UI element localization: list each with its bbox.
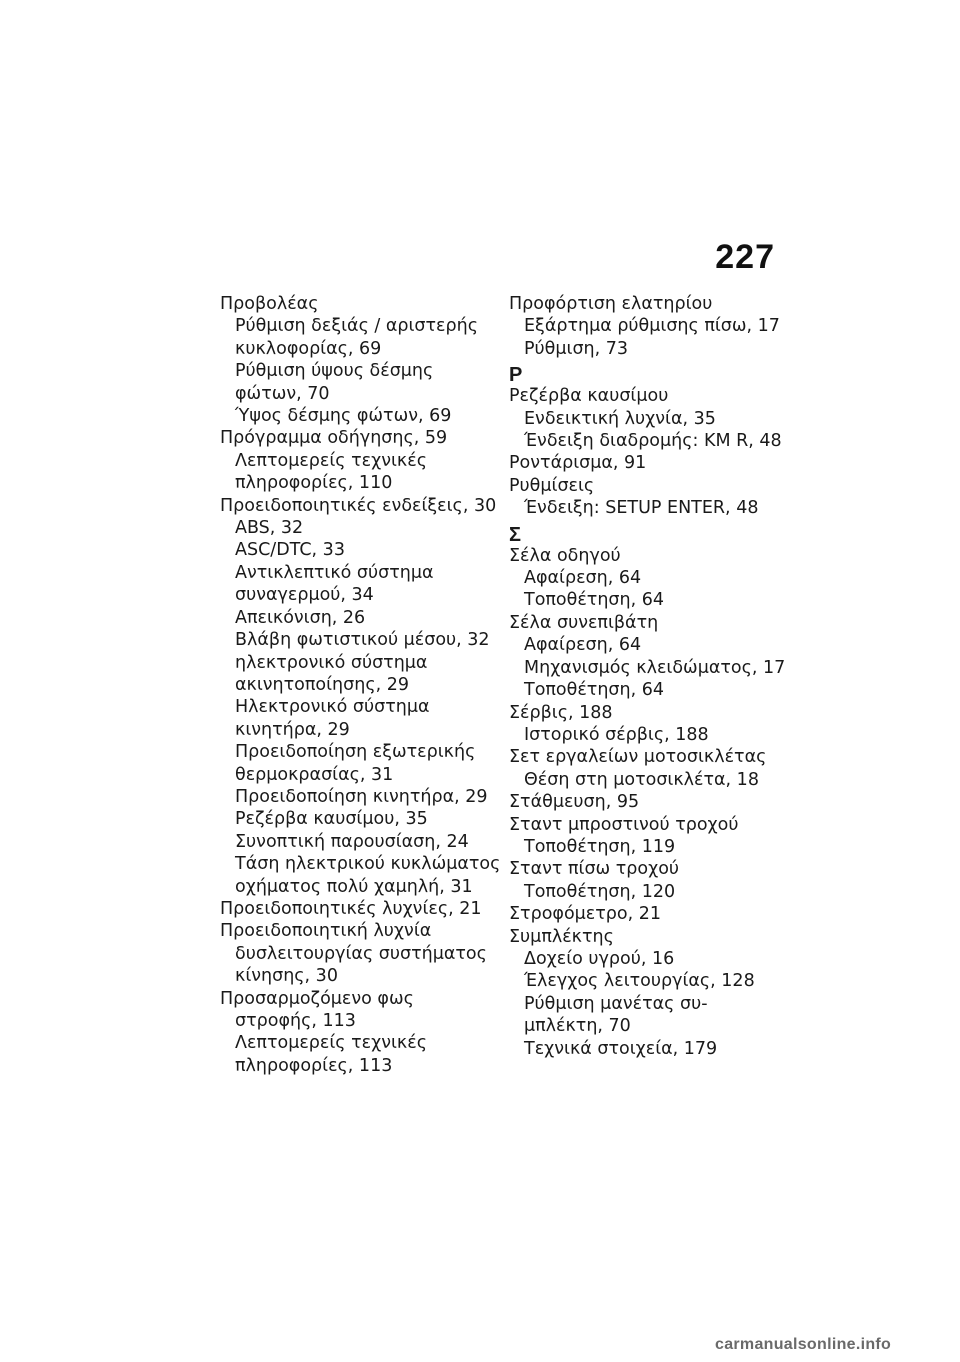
index-subentry: Ύψος δέσμης φώτων, 69: [235, 406, 452, 427]
index-subentry: Λεπτομερείς τεχνικές: [235, 1033, 427, 1054]
index-entry: Ρεζέρβα καυσίμου: [509, 386, 669, 407]
index-entry: Συμπλέκτης: [509, 926, 614, 947]
index-entry: Ρυθμίσεις: [509, 475, 595, 496]
index-subentry: Λεπτομερείς τεχνικές: [235, 450, 427, 471]
index-column-left: [220, 293, 505, 1077]
index-entry: Προειδοποιητική λυχνία: [220, 921, 432, 942]
index-subentry: κυκλοφορίας, 69: [235, 338, 382, 359]
index-subentry: κίνησης, 30: [235, 966, 338, 987]
index-subentry: συναγερμού, 34: [235, 585, 374, 606]
index-entry: Προσαρμοζόμενο φως: [220, 988, 414, 1009]
watermark: carmanualsonline.info: [715, 1336, 892, 1353]
index-subentry: Απεικόνιση, 26: [235, 607, 366, 628]
index-entry: Σταντ μπροστινού τροχού: [509, 814, 739, 835]
index-entry: Πρόγραμμα οδήγησης, 59: [220, 428, 448, 449]
page-number: 227: [715, 238, 775, 276]
index-subentry: Αφαίρεση, 64: [524, 568, 642, 589]
index-subentry: Θέση στη μοτοσικλέτα, 18: [524, 769, 759, 790]
index-entry: Προβολέας: [220, 294, 319, 314]
index-subentry: ABS, 32: [235, 518, 304, 539]
index-subentry: ηλεκτρονικό σύστημα: [235, 652, 428, 673]
index-entry: Σέλα οδηγού: [509, 545, 621, 566]
index-subentry: Τεχνικά στοιχεία, 179: [524, 1038, 718, 1059]
index-subentry: Αντικλεπτικό σύστημα: [235, 562, 434, 583]
index-entry: Στροφόμετρο, 21: [509, 904, 661, 925]
index-subentry: Δοχείο υγρού, 16: [524, 948, 675, 969]
index-subentry: Προειδοποίηση κινητήρα, 29: [235, 786, 488, 807]
index-subentry: Ένδειξη: SETUP ENTER, 48: [524, 498, 759, 519]
index-subentry: Ένδειξη διαδρομής: KM R, 48: [524, 431, 782, 452]
index-subentry: μπλέκτη, 70: [524, 1016, 631, 1037]
index-entry: Σετ εργαλείων μοτοσικλέτας: [509, 747, 767, 768]
index-subentry: οχήματος πολύ χαμηλή, 31: [235, 876, 473, 897]
index-subentry: ακινητοποίησης, 29: [235, 674, 409, 695]
index-entry: Σέλα συνεπιβάτη: [509, 612, 659, 633]
index-subentry: Αφαίρεση, 64: [524, 635, 642, 656]
index-entry: Ροντάρισμα, 91: [509, 453, 647, 474]
index-subentry: πληροφορίες, 110: [235, 473, 393, 494]
index-subentry: Τοποθέτηση, 120: [524, 881, 676, 902]
index-subentry: Ηλεκτρονικό σύστημα: [235, 697, 430, 718]
index-column-right: [509, 293, 794, 1060]
index-subentry: Ιστορικό σέρβις, 188: [524, 724, 709, 745]
index-subentry: φώτων, 70: [235, 383, 330, 404]
index-subentry: Τοποθέτηση, 64: [524, 680, 665, 701]
index-subentry: Ρύθμιση ύψους δέσμης: [235, 361, 434, 382]
index-entry: Σταντ πίσω τροχού: [509, 859, 680, 880]
index-subentry: Έλεγχος λειτουργίας, 128: [524, 971, 755, 992]
index-subentry: δυσλειτουργίας συστήματος: [235, 943, 487, 964]
index-subentry: Ρεζέρβα καυσίμου, 35: [235, 809, 428, 830]
index-entry: Προφόρτιση ελατηρίου: [509, 294, 713, 314]
index-subentry: Προειδοποίηση εξωτερικής: [235, 742, 476, 763]
index-subentry: κινητήρα, 29: [235, 719, 350, 740]
index-section-letter: Σ: [509, 523, 522, 546]
index-entry: Στάθμευση, 95: [509, 792, 640, 813]
index-subentry: Ρύθμιση μανέτας συ-: [524, 993, 708, 1014]
index-subentry: Ρύθμιση, 73: [524, 338, 629, 359]
index-subentry: Βλάβη φωτιστικού μέσου, 32: [235, 630, 490, 651]
index-subentry: Μηχανισμός κλειδώματος, 17: [524, 657, 786, 678]
index-subentry: Ρύθμιση δεξιάς / αριστερής: [235, 316, 478, 337]
index-subentry: Τοποθέτηση, 64: [524, 590, 665, 611]
index-subentry: πληροφορίες, 113: [235, 1055, 393, 1076]
index-subentry: θερμοκρασίας, 31: [235, 764, 394, 785]
index-subentry: Τάση ηλεκτρικού κυκλώματος: [235, 854, 501, 875]
index-subentry: ASC/DTC, 33: [235, 540, 345, 561]
index-section-letter: Ρ: [509, 364, 523, 387]
index-subentry: Συνοπτική παρουσίαση, 24: [235, 831, 469, 852]
index-entry: Προειδοποιητικές λυχνίες, 21: [220, 898, 482, 919]
index-entry: Προειδοποιητικές ενδείξεις, 30: [220, 495, 497, 516]
index-entry: Σέρβις, 188: [509, 702, 613, 723]
index-subentry: Ενδεικτική λυχνία, 35: [524, 408, 716, 429]
index-subentry: Τοποθέτηση, 119: [524, 836, 676, 857]
index-subentry: Εξάρτημα ρύθμισης πίσω, 17: [524, 316, 780, 337]
index-subentry: στροφής, 113: [235, 1011, 356, 1031]
